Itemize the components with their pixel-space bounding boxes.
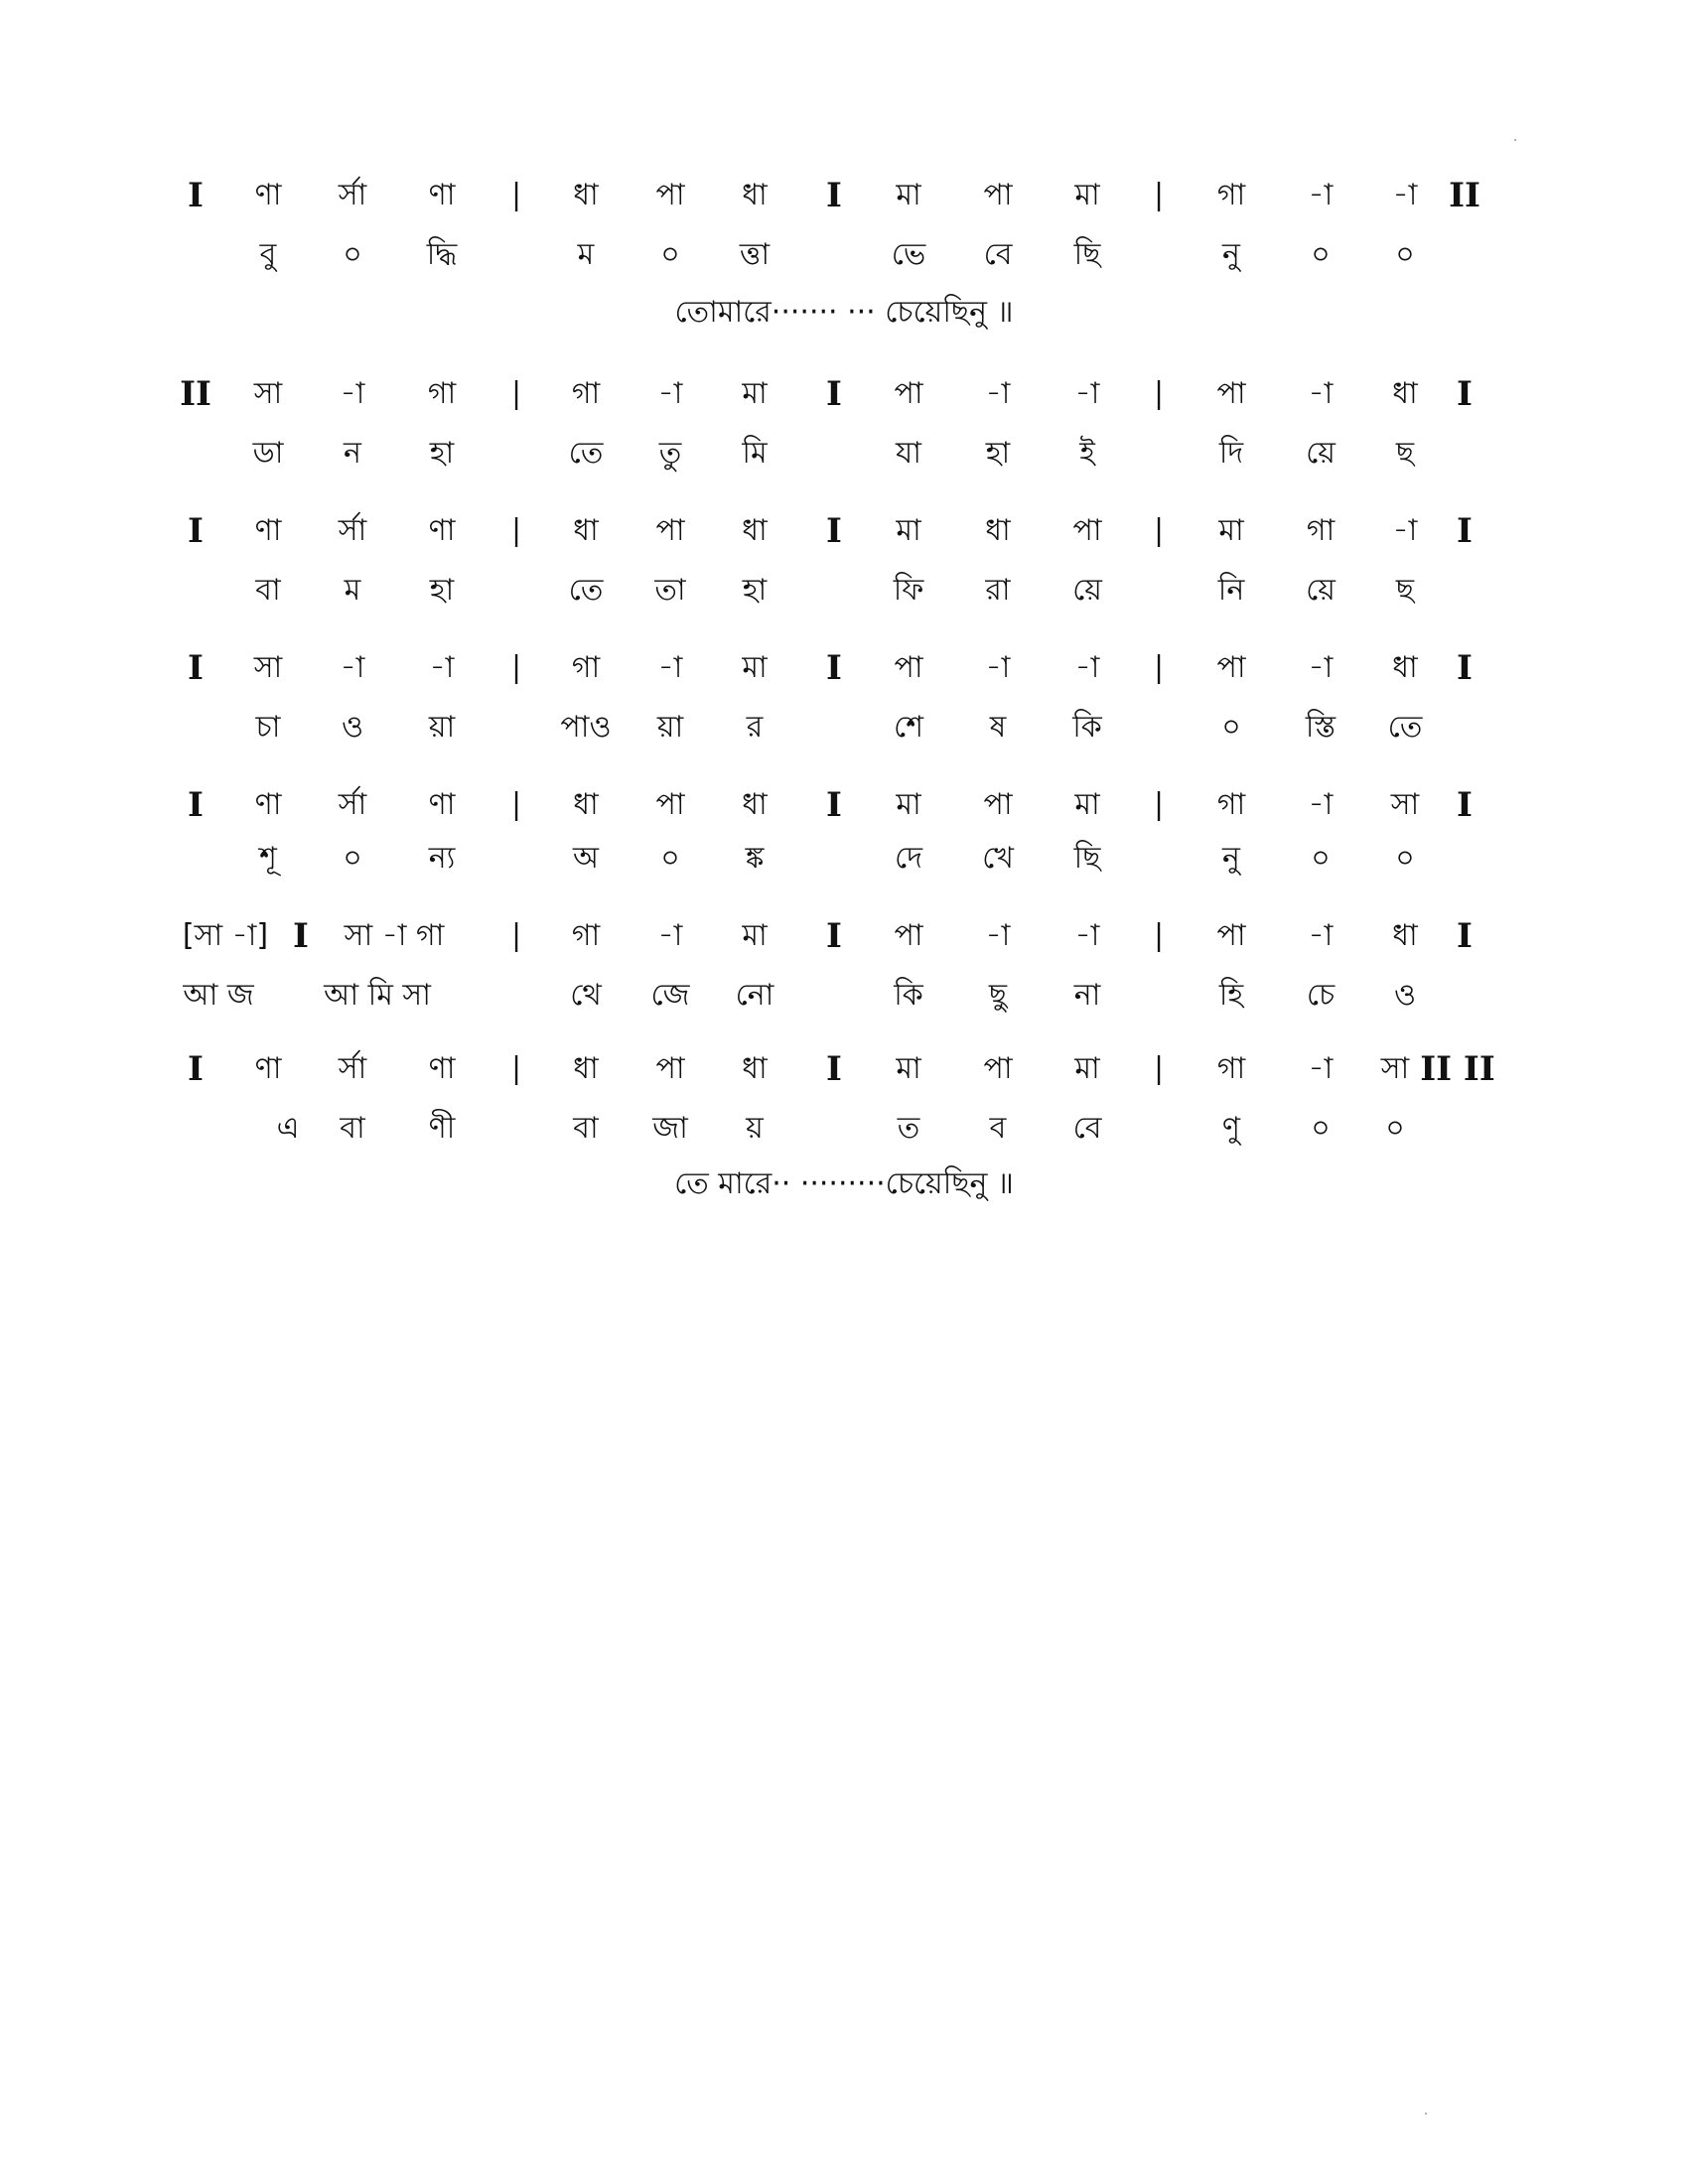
lyric-syllable: ০ xyxy=(1311,237,1331,272)
swara-note: পা xyxy=(1072,513,1102,548)
lyric-syllable: ফি xyxy=(893,573,924,608)
lyric-syllable: য়ে xyxy=(1306,436,1336,471)
bar-line: I xyxy=(826,511,842,551)
lyric-syllable: ছ xyxy=(1395,436,1415,471)
swara-note: গা xyxy=(1216,1051,1246,1086)
lyric-syllable: আ জ xyxy=(183,978,254,1013)
swara-note: মা xyxy=(742,376,768,411)
swara-note: পা xyxy=(1216,918,1246,953)
lyric-syllable: ব xyxy=(989,1111,1007,1146)
swara-note: ধা xyxy=(742,787,768,822)
bar-line: I xyxy=(188,648,204,688)
lyric-syllable: ০ xyxy=(1395,841,1415,876)
swara-row-1 xyxy=(179,171,1489,220)
bar-line: I xyxy=(1457,785,1473,825)
bar-line: II xyxy=(1449,176,1480,215)
swara-row-7 xyxy=(179,1044,1495,1094)
swara-note: পা xyxy=(894,918,923,953)
lyric-syllable: স্তি xyxy=(1305,710,1336,745)
lyric-syllable: পাও xyxy=(560,710,612,745)
bar-line: I xyxy=(826,176,842,215)
lyric-syllable: না xyxy=(1073,978,1101,1013)
beat-divider: | xyxy=(1153,513,1165,548)
bar-line: I xyxy=(826,916,842,956)
lyric-syllable: তা xyxy=(654,573,686,608)
lyric-syllable: য়ে xyxy=(1306,573,1336,608)
swara-note: মা xyxy=(896,513,921,548)
swara-note: ধা xyxy=(1392,650,1418,685)
bar-line: I xyxy=(826,374,842,414)
swara-row-6 xyxy=(179,911,1489,961)
bar-line: II xyxy=(180,374,211,414)
lyric-row-3 xyxy=(179,566,1489,615)
lyric-syllable: ০ xyxy=(1395,237,1415,272)
swara-note: মা xyxy=(896,1051,921,1086)
swara-note: ণা xyxy=(254,1051,282,1086)
lyric-syllable: ভে xyxy=(891,237,926,272)
lyric-syllable: য় xyxy=(746,1111,764,1146)
lyric-syllable: রা xyxy=(985,573,1011,608)
swara-note: -া xyxy=(657,918,683,953)
lyric-syllable: চে xyxy=(1306,978,1336,1013)
beat-divider: | xyxy=(510,513,522,548)
swara-note: -া xyxy=(1308,918,1334,953)
lyric-row-2 xyxy=(179,429,1489,478)
lyric-syllable: ও xyxy=(341,710,364,745)
swara-note: -া xyxy=(1308,650,1334,685)
lyric-syllable: ণু xyxy=(1221,1111,1241,1146)
lyric-syllable: কি xyxy=(894,978,923,1013)
swara-note: ধা xyxy=(1392,376,1418,411)
lyric-syllable: ০ xyxy=(660,237,680,272)
lyric-syllable: মি xyxy=(742,436,768,471)
lyric-syllable: ত xyxy=(897,1111,920,1146)
lyric-syllable: দে xyxy=(895,841,922,876)
lyric-syllable: হা xyxy=(742,573,768,608)
swara-note: ণা xyxy=(254,513,282,548)
swara-note: পা xyxy=(983,787,1013,822)
swara-note: -া xyxy=(1392,178,1418,212)
swara-note: গা xyxy=(571,650,601,685)
lyric-syllable: শূ xyxy=(259,841,277,876)
lyric-syllable: ছি xyxy=(1073,237,1101,272)
swara-note: মা xyxy=(1218,513,1244,548)
swara-prefix: [সা -া] xyxy=(182,918,269,953)
lyric-syllable: নি xyxy=(1217,573,1245,608)
swara-note: -া xyxy=(1308,178,1334,212)
lyric-syllable: ও xyxy=(1393,978,1417,1013)
beat-divider: | xyxy=(1153,376,1165,411)
swara-note: -া xyxy=(1074,650,1100,685)
swara-note: মা xyxy=(1074,1051,1100,1086)
swara-note: ধা xyxy=(1392,918,1418,953)
lyric-syllable: জা xyxy=(652,1111,688,1146)
bar-line: I xyxy=(826,785,842,825)
lyric-syllable: যা xyxy=(896,436,921,471)
swara-note: ণা xyxy=(254,787,282,822)
swara-note: -া xyxy=(1308,376,1334,411)
bar-line: I xyxy=(1457,916,1473,956)
swara-note: পা xyxy=(894,650,923,685)
lyric-syllable: ডা xyxy=(252,436,284,471)
lyric-syllable: হি xyxy=(1218,978,1244,1013)
swara-note: সা xyxy=(1390,787,1420,822)
bar-line: I xyxy=(1457,374,1473,414)
beat-divider: | xyxy=(1153,787,1165,822)
bar-line: I xyxy=(293,916,309,956)
swara-note: ণা xyxy=(428,787,456,822)
lyric-syllable: নু xyxy=(1222,237,1240,272)
refrain-line-2 xyxy=(0,1160,1688,1209)
lyric-syllable: ০ xyxy=(1385,1111,1405,1146)
lyric-syllable: ০ xyxy=(343,237,362,272)
swara-note: -া xyxy=(1074,918,1100,953)
swara-row-5 xyxy=(179,780,1489,830)
swara-note: গা xyxy=(1306,513,1336,548)
lyric-syllable: ০ xyxy=(660,841,680,876)
swara-note-group: সা -া গা xyxy=(344,918,445,953)
swara-note: পা xyxy=(1216,376,1246,411)
swara-note: ণা xyxy=(428,178,456,212)
swara-note: র্সা xyxy=(338,513,367,548)
lyric-syllable: বে xyxy=(1072,1111,1102,1146)
swara-note: -া xyxy=(657,376,683,411)
swara-note: গা xyxy=(427,376,457,411)
lyric-syllable: ন xyxy=(344,436,361,471)
lyric-syllable: ম xyxy=(344,573,361,608)
swara-note: সা xyxy=(253,376,283,411)
lyric-syllable: বা xyxy=(573,1111,599,1146)
lyric-syllable: চা xyxy=(255,710,281,745)
swara-note: সা xyxy=(1380,1051,1410,1086)
lyric-syllable: নু xyxy=(1222,841,1240,876)
swara-note: মা xyxy=(1074,178,1100,212)
lyric-syllable: ছু xyxy=(988,978,1008,1013)
lyric-syllable: বু xyxy=(259,237,277,272)
lyric-syllable: ছি xyxy=(1073,841,1101,876)
swara-note: ধা xyxy=(573,787,599,822)
lyric-syllable: বা xyxy=(340,1111,365,1146)
swara-row-3 xyxy=(179,506,1489,556)
lyric-syllable: জে xyxy=(650,978,690,1013)
lyric-syllable: শে xyxy=(894,710,923,745)
swara-note: র্সা xyxy=(338,1051,367,1086)
swara-note: ধা xyxy=(742,1051,768,1086)
lyric-syllable: ণী xyxy=(428,1111,456,1146)
swara-note: -া xyxy=(1392,513,1418,548)
beat-divider: | xyxy=(1153,918,1165,953)
swara-note: পা xyxy=(655,787,685,822)
swara-note: -া xyxy=(985,918,1011,953)
lyric-row-4 xyxy=(179,703,1489,752)
lyric-syllable: ষ xyxy=(989,710,1007,745)
beat-divider: | xyxy=(510,1051,522,1086)
swara-note: -া xyxy=(657,650,683,685)
swara-note: ধা xyxy=(573,178,599,212)
lyric-syllable: তে xyxy=(1387,710,1423,745)
bar-line: I xyxy=(1457,648,1473,688)
swara-note: ধা xyxy=(742,513,768,548)
swara-note: -া xyxy=(1074,376,1100,411)
lyric-syllable: নো xyxy=(735,978,774,1013)
scan-speck xyxy=(1514,139,1516,141)
swara-row-4 xyxy=(179,643,1489,693)
lyric-syllable: কি xyxy=(1072,710,1102,745)
swara-note: পা xyxy=(655,513,685,548)
lyric-row-5 xyxy=(179,834,1489,884)
lyric-syllable: দ্ধি xyxy=(426,237,458,272)
bar-line: I xyxy=(188,511,204,551)
lyric-row-1 xyxy=(179,230,1489,280)
final-bar-line: II II xyxy=(1420,1049,1495,1089)
beat-divider: | xyxy=(510,376,522,411)
swara-note: মা xyxy=(742,650,768,685)
lyric-syllable: ন্য xyxy=(428,841,456,876)
bar-line: I xyxy=(826,648,842,688)
bar-line: I xyxy=(826,1049,842,1089)
refrain-text: তে মারে·· ·········চেয়েছিনু ॥ xyxy=(674,1166,1014,1201)
lyric-syllable: তু xyxy=(658,436,682,471)
lyric-syllable: থে xyxy=(570,978,602,1013)
lyric-syllable: ০ xyxy=(343,841,362,876)
lyric-syllable: ম xyxy=(577,237,595,272)
swara-note: মা xyxy=(896,787,921,822)
swara-note: ণা xyxy=(428,513,456,548)
lyric-syllable: হা xyxy=(429,436,455,471)
swara-note: ধা xyxy=(573,1051,599,1086)
beat-divider: | xyxy=(1153,1051,1165,1086)
lyric-syllable: র xyxy=(746,710,764,745)
bar-line: I xyxy=(1457,511,1473,551)
lyric-syllable: য়ে xyxy=(1072,573,1102,608)
swara-note: মা xyxy=(1074,787,1100,822)
lyric-syllable: ০ xyxy=(1311,841,1331,876)
swara-note: পা xyxy=(983,1051,1013,1086)
swara-note: -া xyxy=(985,650,1011,685)
lyric-syllable: বা xyxy=(255,573,281,608)
swara-note: -া xyxy=(340,650,365,685)
swara-note: পা xyxy=(1216,650,1246,685)
swara-note: -া xyxy=(340,376,365,411)
beat-divider: | xyxy=(510,918,522,953)
beat-divider: | xyxy=(510,650,522,685)
bar-line: I xyxy=(188,176,204,215)
lyric-syllable: ত্তা xyxy=(739,237,771,272)
lyric-syllable: অ xyxy=(573,841,599,876)
swara-note: মা xyxy=(742,918,768,953)
scan-speck xyxy=(1425,2113,1427,2115)
swara-note: ধা xyxy=(573,513,599,548)
lyric-syllable: ঙ্ক xyxy=(745,841,765,876)
swara-note: -া xyxy=(1308,1051,1334,1086)
refrain-text: তোমারে······· ··· চেয়েছিনু ॥ xyxy=(674,295,1014,330)
swara-note: ধা xyxy=(742,178,768,212)
swara-note: -া xyxy=(1308,787,1334,822)
bar-line: I xyxy=(188,1049,204,1089)
lyric-syllable: ০ xyxy=(1221,710,1241,745)
swara-note: মা xyxy=(896,178,921,212)
lyric-syllable: য়া xyxy=(428,710,456,745)
lyric-syllable: আ মি সা xyxy=(324,978,431,1013)
swara-note: সা xyxy=(253,650,283,685)
beat-divider: | xyxy=(1153,178,1165,212)
lyric-syllable: বে xyxy=(983,237,1013,272)
swara-note: -া xyxy=(985,376,1011,411)
swara-note: গা xyxy=(571,918,601,953)
refrain-line-1 xyxy=(0,288,1688,338)
lyric-syllable: তে xyxy=(568,436,604,471)
lyric-syllable: হা xyxy=(985,436,1011,471)
lyric-syllable: খে xyxy=(982,841,1014,876)
beat-divider: | xyxy=(510,787,522,822)
lyric-syllable: ই xyxy=(1079,436,1095,471)
swara-note: পা xyxy=(655,178,685,212)
lyric-syllable: এ xyxy=(276,1111,300,1146)
beat-divider: | xyxy=(1153,650,1165,685)
swara-note: -া xyxy=(429,650,455,685)
lyric-row-6 xyxy=(179,971,1489,1021)
swara-row-2 xyxy=(179,369,1489,419)
swara-note: ণা xyxy=(428,1051,456,1086)
swara-note: র্সা xyxy=(338,787,367,822)
swara-note: গা xyxy=(1216,178,1246,212)
lyric-syllable: হা xyxy=(429,573,455,608)
lyric-syllable: দি xyxy=(1218,436,1244,471)
swara-note: পা xyxy=(655,1051,685,1086)
swara-note: গা xyxy=(1216,787,1246,822)
lyric-syllable: ০ xyxy=(1311,1111,1331,1146)
swara-note: ণা xyxy=(254,178,282,212)
lyric-syllable: য়া xyxy=(656,710,684,745)
swara-note: পা xyxy=(894,376,923,411)
lyric-row-7 xyxy=(179,1104,1489,1154)
beat-divider: | xyxy=(510,178,522,212)
lyric-syllable: ছ xyxy=(1395,573,1415,608)
bar-line: I xyxy=(188,785,204,825)
lyric-syllable: তে xyxy=(568,573,604,608)
swara-note: র্সা xyxy=(338,178,367,212)
swara-note: গা xyxy=(571,376,601,411)
swara-note: পা xyxy=(983,178,1013,212)
swara-note: ধা xyxy=(985,513,1011,548)
